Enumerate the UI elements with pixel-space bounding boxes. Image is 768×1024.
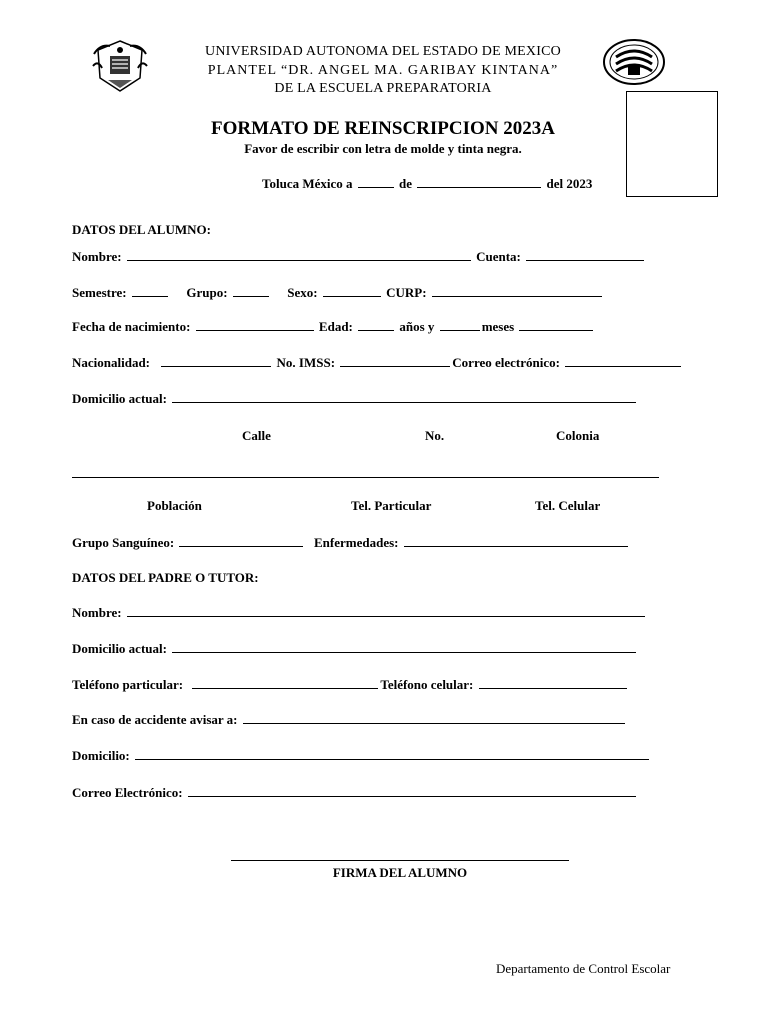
poblacion-caption: Población (147, 498, 202, 513)
imss-label: No. IMSS: (276, 355, 336, 370)
nacionalidad-field[interactable] (161, 355, 271, 367)
signature-line[interactable] (231, 860, 569, 861)
tel-celular-caption: Tel. Celular (535, 498, 601, 513)
enfermedades-label: Enfermedades: (313, 535, 399, 550)
correo-field[interactable] (565, 355, 681, 367)
domicilio-row (72, 391, 638, 407)
sanguineo-row (72, 535, 630, 551)
tutor-correo-label: Correo Electrónico: (72, 785, 183, 800)
student-name-label: Nombre: (72, 249, 122, 264)
curp-label: CURP: (386, 285, 427, 300)
fecha-label: Fecha de nacimiento: (72, 319, 191, 334)
nacionalidad-row (72, 355, 683, 371)
signature-label: FIRMA DEL ALUMNO (332, 865, 468, 880)
tutor-domicilio2-field[interactable] (135, 748, 649, 760)
tutor-tel-celular-field[interactable] (479, 677, 627, 689)
date-year: del 2023 (546, 176, 593, 191)
grupo-sanguineo-label: Grupo Sanguíneo: (72, 535, 175, 550)
tutor-tel-particular-field[interactable] (192, 677, 378, 689)
nacionalidad-label: Nacionalidad: (72, 355, 151, 370)
semestre-label: Semestre: (72, 285, 127, 300)
date-place: Toluca México a (262, 176, 353, 191)
tutor-name-field[interactable] (127, 605, 645, 617)
header-university: UNIVERSIDAD AUTONOMA DEL ESTADO DE MEXICO (205, 44, 561, 59)
tel-particular-caption: Tel. Particular (351, 498, 432, 513)
enfermedades-field[interactable] (404, 535, 628, 547)
tutor-section-title: DATOS DEL PADRE O TUTOR: (72, 570, 259, 585)
calle-caption: Calle (242, 428, 271, 443)
grupo-sanguineo-field[interactable] (179, 535, 303, 547)
footer-department: Departamento de Control Escolar (496, 961, 671, 976)
tutor-domicilio2-row (72, 748, 651, 764)
date-line (262, 176, 592, 192)
student-name-field[interactable] (127, 249, 471, 261)
no-caption: No. (425, 428, 445, 443)
tutor-domicilio2-label: Domicilio: (72, 748, 130, 763)
student-name-row (72, 249, 646, 265)
month-field[interactable] (417, 176, 541, 188)
edad-meses-field[interactable] (440, 319, 480, 331)
photo-box (626, 91, 718, 197)
grupo-field[interactable] (233, 285, 269, 297)
accidente-field[interactable] (243, 712, 625, 724)
header-escuela: DE LA ESCUELA PREPARATORIA (274, 81, 492, 96)
poblacion-line[interactable] (72, 477, 659, 478)
accidente-row (72, 712, 627, 728)
anos-label: años y (399, 319, 435, 334)
tutor-correo-field[interactable] (188, 785, 636, 797)
student-section-title: DATOS DEL ALUMNO: (72, 222, 211, 237)
semestre-row (72, 285, 604, 301)
fecha-row (72, 319, 595, 335)
correo-label: Correo electrónico: (452, 355, 560, 370)
accidente-label: En caso de accidente avisar a: (72, 712, 238, 727)
semestre-field[interactable] (132, 285, 168, 297)
header-plantel: PLANTEL “DR. ANGEL MA. GARIBAY KINTANA” (207, 63, 559, 78)
tutor-name-row (72, 605, 647, 621)
date-de: de (399, 176, 413, 191)
cuenta-label: Cuenta: (476, 249, 521, 264)
university-crest-icon (90, 38, 150, 94)
form-title: FORMATO DE REINSCRIPCION 2023A (211, 118, 555, 139)
form-subtitle: Favor de escribir con letra de molde y tinta negra. (244, 141, 522, 156)
colonia-caption: Colonia (556, 428, 600, 443)
tutor-tel-particular-label: Teléfono particular: (72, 677, 184, 692)
cuenta-field[interactable] (526, 249, 644, 261)
tutor-domicilio-field[interactable] (172, 641, 636, 653)
tutor-correo-row (72, 785, 638, 801)
fecha-field[interactable] (196, 319, 314, 331)
grupo-label: Grupo: (186, 285, 228, 300)
tutor-domicilio-row (72, 641, 638, 657)
imss-field[interactable] (340, 355, 450, 367)
edad-anos-field[interactable] (358, 319, 394, 331)
day-field[interactable] (358, 176, 394, 188)
tutor-tel-celular-label: Teléfono celular: (380, 677, 474, 692)
meses-extra-field[interactable] (519, 319, 593, 331)
domicilio-label: Domicilio actual: (72, 391, 167, 406)
tutor-telefono-row (72, 677, 629, 693)
edad-label: Edad: (318, 319, 353, 334)
meses-label: meses (481, 319, 515, 334)
sexo-label: Sexo: (287, 285, 318, 300)
sexo-field[interactable] (323, 285, 381, 297)
domicilio-field[interactable] (172, 391, 636, 403)
tutor-domicilio-label: Domicilio actual: (72, 641, 167, 656)
curp-field[interactable] (432, 285, 602, 297)
tutor-name-label: Nombre: (72, 605, 122, 620)
